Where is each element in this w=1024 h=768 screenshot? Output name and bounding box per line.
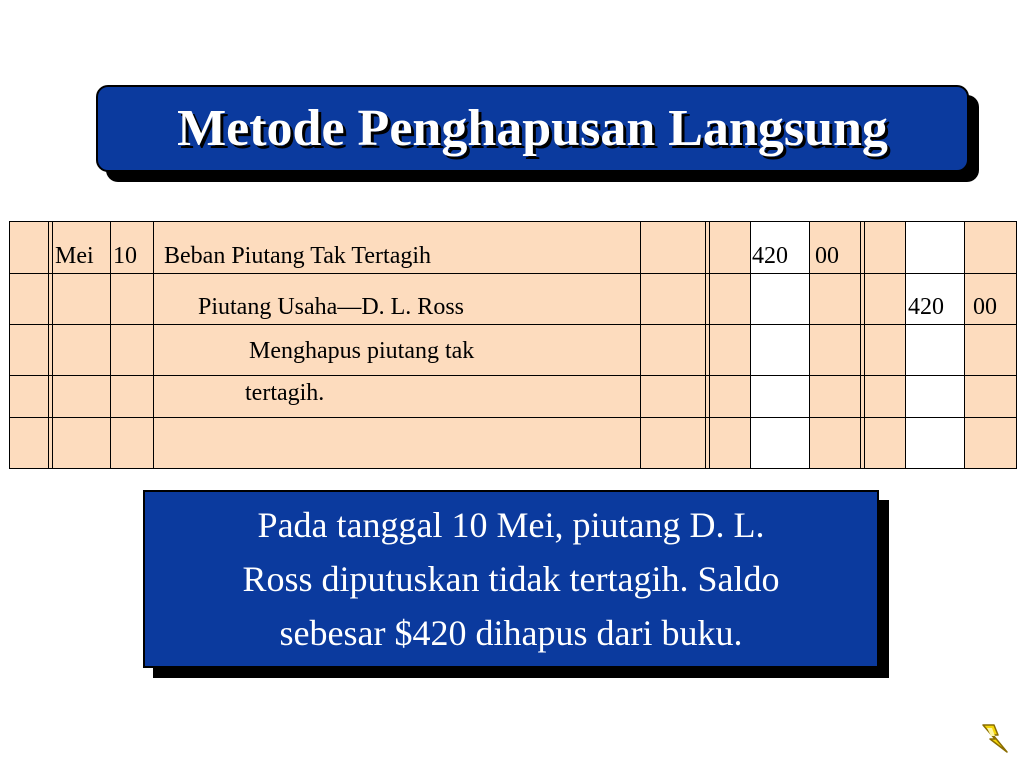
slide-title: Metode Penghapusan Langsung (177, 100, 888, 157)
debit-cents: 00 (815, 243, 839, 269)
credit-amount: 420 (908, 294, 944, 320)
credit-amount-column (905, 222, 964, 468)
entry-description: Beban Piutang Tak Tertagih (164, 243, 432, 269)
note-line: sebesar $420 dihapus dari buku. (279, 613, 743, 653)
note-line: Pada tanggal 10 Mei, piutang D. L. (257, 505, 765, 545)
entry-month: Mei (55, 243, 94, 269)
entry-explanation-continued: tertagih. (245, 380, 325, 406)
general-journal-table (9, 221, 1017, 469)
title-banner (96, 85, 969, 172)
note-line: Ross diputuskan tidak tertagih. Saldo (242, 559, 780, 599)
entry-explanation: Menghapus piutang tak (249, 338, 475, 364)
debit-amount: 420 (752, 243, 788, 269)
lightning-bolt-icon[interactable] (978, 722, 1012, 756)
entry-description: Piutang Usaha—D. L. Ross (198, 294, 464, 320)
credit-cents: 00 (973, 294, 997, 320)
explanation-note (143, 490, 879, 668)
entry-day: 10 (113, 243, 137, 269)
